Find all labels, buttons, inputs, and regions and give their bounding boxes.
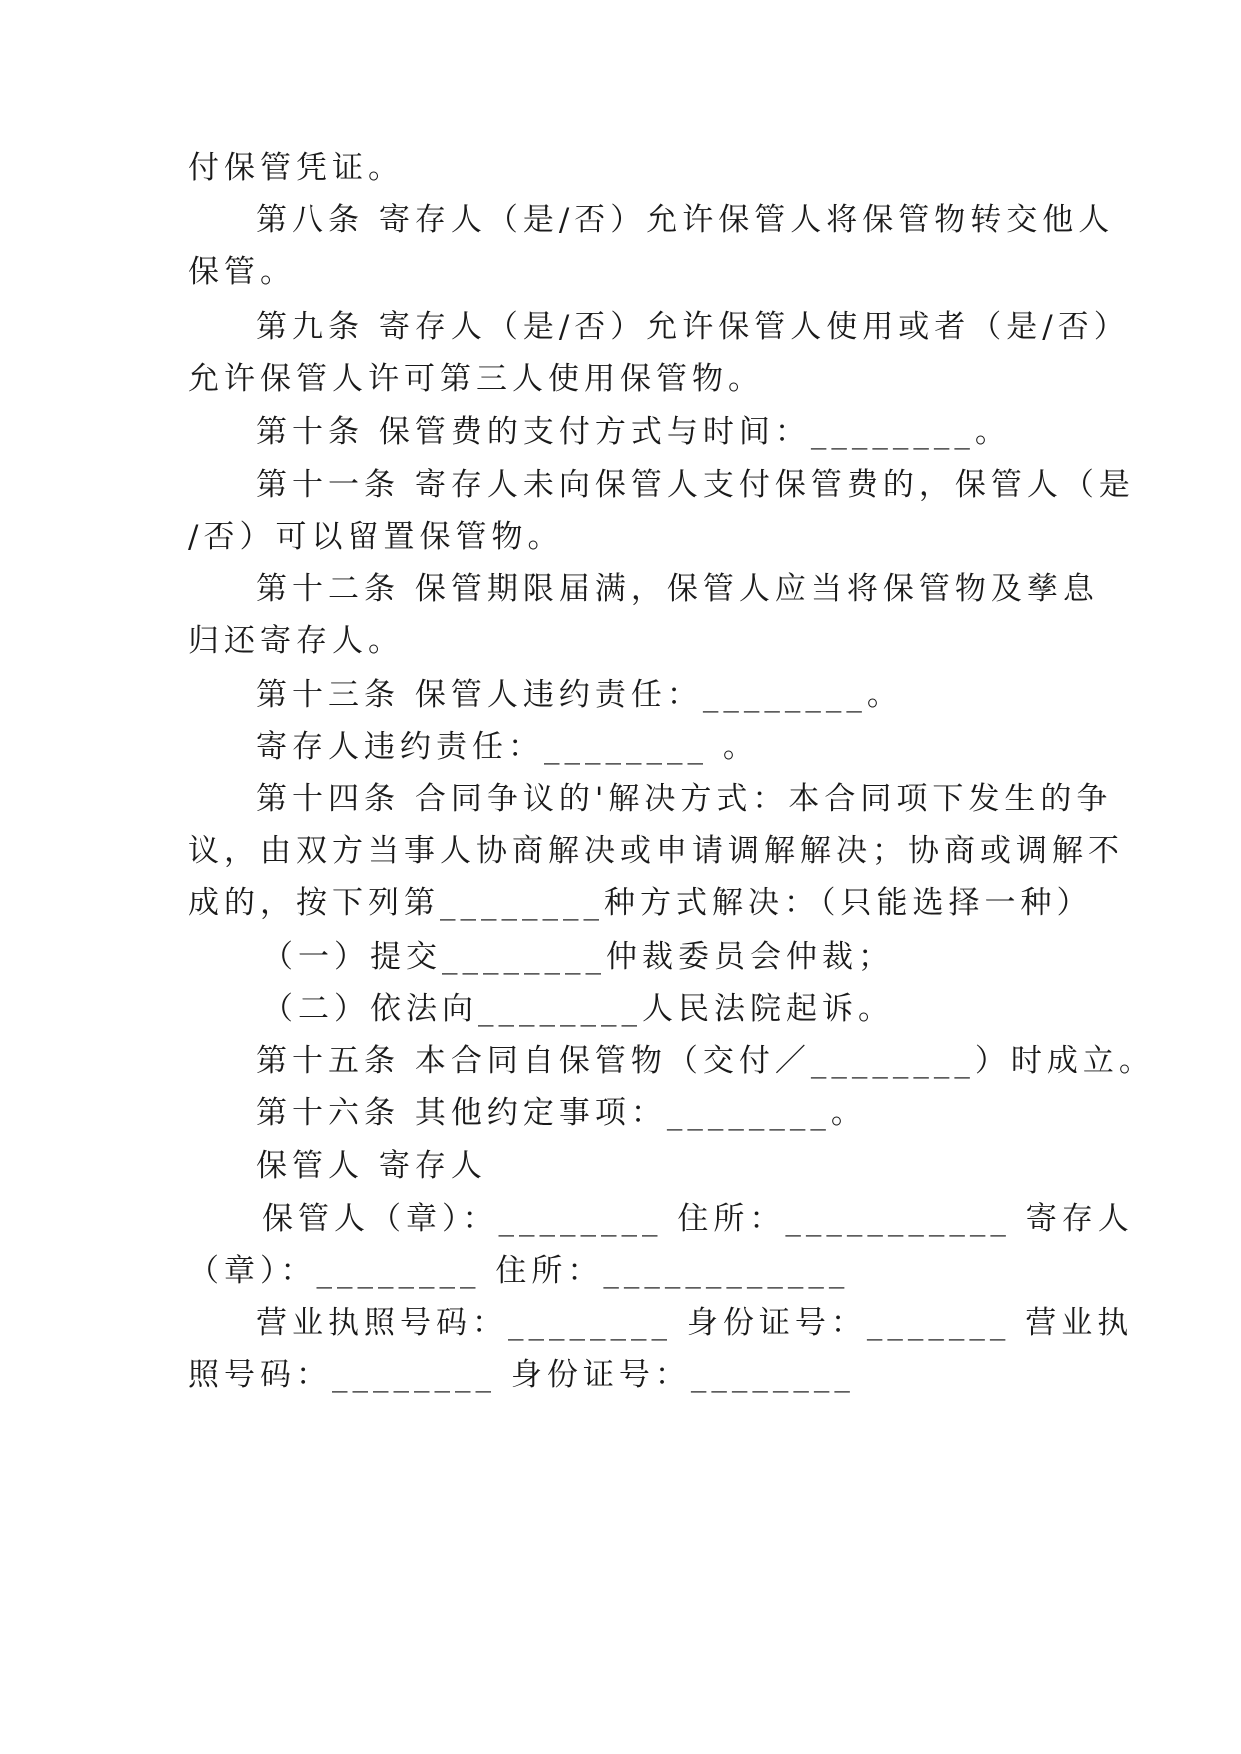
depositor-liability: 寄存人违约责任：________ 。	[256, 729, 759, 765]
clause-14-line-1: 第十四条 合同争议的'解决方式：本合同项下发生的争	[256, 781, 1113, 817]
option-1-arbitration: （一）提交________仲裁委员会仲裁；	[262, 939, 894, 975]
clause-11-line-2: /否）可以留置保管物。	[188, 519, 564, 555]
clause-10: 第十条 保管费的支付方式与时间：________。	[256, 414, 1011, 450]
clause-14-line-2: 议，由双方当事人协商解决或申请调解解决；协商或调解不	[188, 833, 1124, 869]
clause-12-line-2: 归还寄存人。	[188, 623, 404, 659]
signature-line-1: 保管人（章）：________ 住所：___________ 寄存人	[262, 1201, 1134, 1237]
license-id-line-2: 照号码：________ 身份证号：________	[188, 1357, 855, 1393]
clause-16: 第十六条 其他约定事项：________。	[256, 1095, 867, 1131]
clause-8-line-2: 保管。	[188, 254, 296, 290]
clause-14-line-3: 成的，按下列第________种方式解决：（只能选择一种）	[188, 885, 1093, 921]
parties-heading: 保管人 寄存人	[256, 1148, 487, 1184]
clause-8-line-1: 第八条 寄存人（是/否）允许保管人将保管物转交他人	[256, 202, 1115, 238]
clause-15: 第十五条 本合同自保管物（交付／________）时成立。	[256, 1043, 1155, 1079]
license-id-line-1: 营业执照号码：________ 身份证号：_______ 营业执	[256, 1305, 1134, 1341]
clause-12-line-1: 第十二条 保管期限届满，保管人应当将保管物及孳息	[256, 571, 1099, 607]
clause-9-line-2: 允许保管人许可第三人使用保管物。	[188, 361, 764, 397]
clause-9-line-1: 第九条 寄存人（是/否）允许保管人使用或者（是/否）	[256, 309, 1130, 345]
option-2-litigation: （二）依法向________人民法院起诉。	[262, 991, 894, 1027]
signature-line-2: （章）：________ 住所：____________	[188, 1253, 850, 1289]
clause-13: 第十三条 保管人违约责任：________。	[256, 677, 903, 713]
text-line: 付保管凭证。	[188, 150, 404, 186]
clause-11-line-1: 第十一条 寄存人未向保管人支付保管费的，保管人（是	[256, 467, 1135, 503]
